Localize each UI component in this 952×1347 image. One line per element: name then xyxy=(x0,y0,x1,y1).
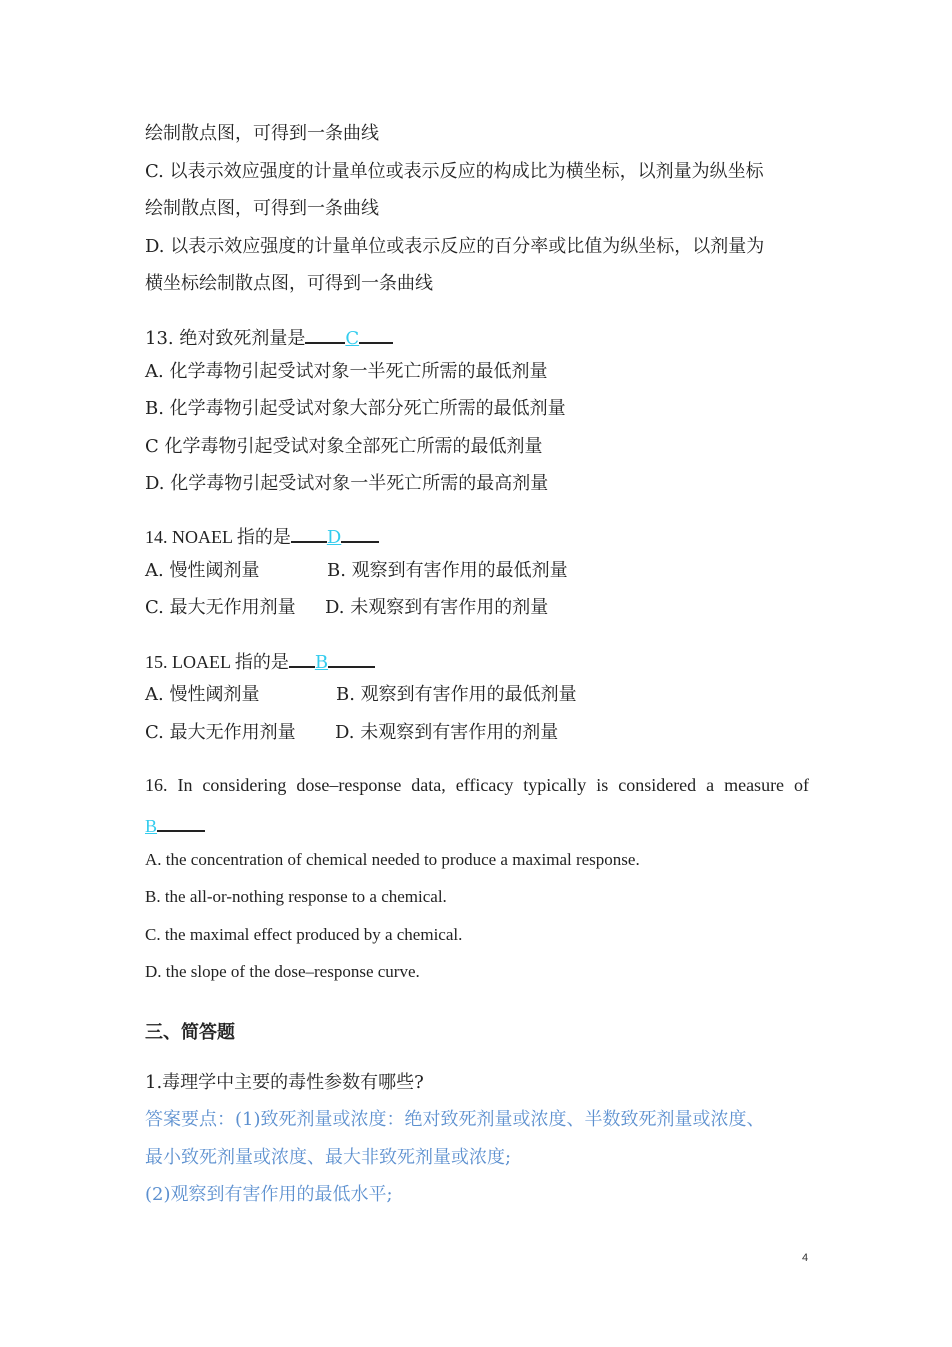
question-16-option-b: B. the all-or-nothing response to a chemical. xyxy=(145,887,447,906)
stem-word: measure xyxy=(724,775,785,795)
question-16-option-a: A. the concentration of chemical needed to produce a maximal response. xyxy=(145,850,640,869)
question-16-answer: B xyxy=(145,816,158,836)
answer-key-line-3: (2)观察到有害作用的最低水平; xyxy=(145,1184,393,1205)
answer-blank-left xyxy=(289,646,315,668)
stem-word: considering xyxy=(202,775,287,795)
stem-word: dose–response xyxy=(296,775,402,795)
answer-blank-right xyxy=(328,646,375,668)
continued-line-1: 绘制散点图，可得到一条曲线 xyxy=(145,123,379,144)
question-14-option-c: C. 最大无作用剂量 xyxy=(145,597,296,618)
section-heading: 三、简答题 xyxy=(145,1022,235,1043)
short-answer-question-1: 1.毒理学中主要的毒性参数有哪些? xyxy=(145,1072,424,1093)
question-14-options-row-2 xyxy=(145,596,549,620)
answer-key-line-1: 答案要点：(1)致死剂量或浓度：绝对致死剂量或浓度、半数致死剂量或浓度、 xyxy=(145,1109,765,1130)
question-14-option-a: A. 慢性阈剂量 xyxy=(145,560,260,581)
stem-word: efficacy xyxy=(455,775,514,795)
answer-blank-right xyxy=(359,322,393,344)
question-13-option-d: D. 化学毒物引起受试对象一半死亡所需的最高剂量 xyxy=(145,473,549,494)
question-13-option-b: B. 化学毒物引起受试对象大部分死亡所需的最低剂量 xyxy=(145,398,566,419)
question-15-option-c: C. 最大无作用剂量 xyxy=(145,722,296,743)
question-15-option-a: A. 慢性阈剂量 xyxy=(145,684,260,705)
stem-word: is xyxy=(596,775,609,795)
question-13-text: 13. 绝对致死剂量是 xyxy=(145,328,306,349)
answer-blank-left xyxy=(305,322,345,344)
page-number: 4 xyxy=(802,1252,809,1264)
question-13-option-c: C 化学毒物引起受试对象全部死亡所需的最低剂量 xyxy=(145,436,543,457)
question-15-option-b: B. 观察到有害作用的最低剂量 xyxy=(336,684,577,705)
answer-blank-right xyxy=(341,521,379,543)
question-16-answer-line xyxy=(145,810,205,838)
question-15-options-row-2 xyxy=(145,721,559,745)
question-15-answer: B xyxy=(314,652,329,673)
question-16-option-d: D. the slope of the dose–response curve. xyxy=(145,962,420,981)
question-14-answer: D xyxy=(326,527,342,548)
answer-blank-right xyxy=(157,810,205,832)
option-c-line-2: 绘制散点图，可得到一条曲线 xyxy=(145,198,379,219)
question-14-text: 14. NOAEL 指的是 xyxy=(145,527,291,547)
question-15-stem xyxy=(145,646,375,675)
stem-word: typically xyxy=(523,775,587,795)
question-15-text: 15. LOAEL 指的是 xyxy=(145,652,289,672)
question-16-stem xyxy=(145,773,809,797)
stem-word: considered xyxy=(618,775,697,795)
question-13-stem xyxy=(145,322,393,351)
stem-word: data, xyxy=(411,775,446,795)
stem-word: a xyxy=(706,775,715,795)
question-14-option-b: B. 观察到有害作用的最低剂量 xyxy=(327,560,568,581)
option-d-line-1: D. 以表示效应强度的计量单位或表示反应的百分率或比值为纵坐标，以剂量为 xyxy=(145,236,765,257)
option-d-line-2: 横坐标绘制散点图，可得到一条曲线 xyxy=(145,273,433,294)
question-13-answer: C xyxy=(345,328,360,349)
stem-word: of xyxy=(794,775,809,795)
stem-word: In xyxy=(177,775,193,795)
question-14-options-row-1 xyxy=(145,559,568,583)
question-14-stem xyxy=(145,521,379,550)
question-14-option-d: D. 未观察到有害作用的剂量 xyxy=(325,597,549,618)
question-15-options-row-1 xyxy=(145,683,577,707)
question-15-option-d: D. 未观察到有害作用的剂量 xyxy=(335,722,559,743)
stem-word: 16. xyxy=(145,775,168,795)
option-c-line-1: C. 以表示效应强度的计量单位或表示反应的构成比为横坐标，以剂量为纵坐标 xyxy=(145,161,764,182)
answer-blank-left xyxy=(291,521,327,543)
question-16-option-c: C. the maximal effect produced by a chemical. xyxy=(145,925,463,944)
answer-key-line-2: 最小致死剂量或浓度、最大非致死剂量或浓度; xyxy=(145,1147,512,1168)
question-13-option-a: A. 化学毒物引起受试对象一半死亡所需的最低剂量 xyxy=(145,361,548,382)
